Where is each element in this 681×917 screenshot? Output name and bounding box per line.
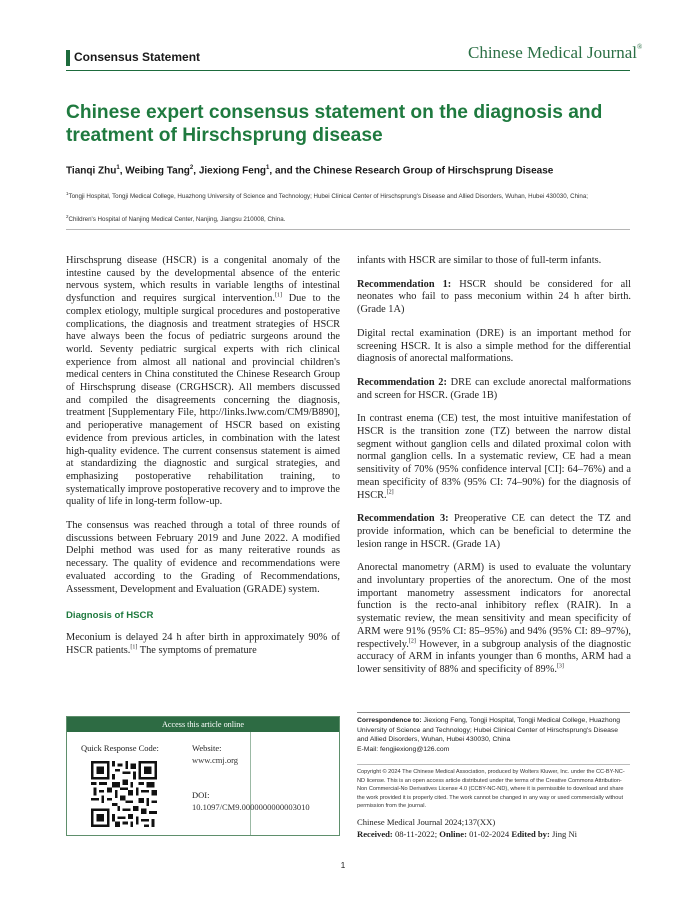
affiliation-sup: 1	[66, 191, 69, 196]
text: Hirschsprung disease (HSCR) is a congenital anomaly of the intestine caused by the developmental absence of the enteric nervous system, which results in variable lengths of intestinal dysfunction and requires surgical intervention.	[66, 255, 340, 305]
correspondence-label: Correspondence to:	[357, 717, 422, 724]
left-column	[66, 255, 340, 657]
journal-brand	[468, 43, 643, 63]
website-label: Website:	[192, 743, 222, 753]
correspondence	[357, 716, 630, 754]
affiliation-rule	[66, 229, 630, 230]
section-heading: Diagnosis of HSCR	[66, 610, 154, 622]
brand-mark: ®	[637, 43, 643, 51]
text: Anorectal manometry (ARM) is used to evaluate the voluntary and involuntary properties of the anorectum. One of the most important manometry assessment indicators for anorectal function is the recto-anal inhibitory reflex (RAIR). In a systematic review, the mean sensitivity and mean specificity of ARM were 91% (95% CI: 85–95%) and 94% (95% CI: 89–97%), respectively.	[357, 562, 631, 650]
text: The symptoms of premature	[137, 644, 257, 656]
author-affil-sup: 1	[116, 165, 120, 171]
recommendation-1	[357, 279, 631, 317]
author-affil-sup: 1	[266, 165, 270, 171]
citation: [3]	[556, 663, 564, 670]
qr-label: Quick Response Code:	[81, 743, 159, 753]
access-article-box	[66, 716, 340, 836]
text: Due to the complex etiology, multiple surgical procedures and postoperative complications, the diagnosis and treatment strategies of HSCR have always been the focus of pediatric surgeons around the world. Seventy pediatric surgical experts with rich clinical experience from almost all national and provincial children's medical centers in China constituted the Chinese Research Group of Hirschsprung disease (CRGHSCR). All members discussed and compiled the disagreements concerning the diagnosis, treatment [Supplementary File, http://links.lww.com/CM9/B890], and perioperative management of HSCR based on existing evidence from previous articles, in combination with the latest high-quality evidence. The current consensus statement is aimed at standardizing the diagnostic and surgical strategies, and emphasizing postoperative rehabilitation training, to systematically improve postoperative recovery and to improve the quality of life in long-term follow-up.	[66, 293, 340, 508]
section-label: Consensus Statement	[74, 50, 201, 64]
author: Tianqi Zhu	[66, 165, 117, 177]
copyright-notice: Copyright © 2024 The Chinese Medical Association, produced by Wolters Kluwer, Inc. under the CC-BY-NC-ND license. This is an open access article distributed under the terms of the Creative Commons Attribution-Non Commercial-No Derivatives License 4.0 (CCBY-NC-ND), where it is permissible to download and share the work provided it is properly cited. The work cannot be changed in any way or used commercially without permission from the journal.	[357, 769, 625, 809]
continued-paragraph: infants with HSCR are similar to those of full-term infants.	[357, 255, 602, 266]
qr-code-icon[interactable]	[91, 761, 157, 827]
text: However, in a subgroup analysis of the diagnostic accuracy of ARM in infants younger than 6 months, ARM had a lower sensitivity of 88% and specificity of 89%.	[357, 638, 631, 675]
text: Preoperative CE can detect the TZ and provide information, which can be beneficial to determine the lesion range in HSCR. (Grade 1A)	[357, 513, 631, 550]
ce-paragraph	[357, 413, 631, 502]
journal-citation: Chinese Medical Journal 2024;137(XX)	[357, 817, 496, 827]
section-marker-bar	[66, 50, 70, 66]
diagnosis-paragraph	[66, 632, 340, 657]
citation: [1]	[275, 292, 282, 299]
website-link[interactable]: www.cmj.org	[192, 755, 239, 765]
access-box-divider	[250, 732, 251, 835]
arm-paragraph	[357, 562, 631, 676]
recommendation-2	[357, 377, 631, 402]
intro-paragraph	[66, 255, 340, 509]
recommendation-label: Recommendation 2:	[357, 376, 447, 388]
footer-rule	[357, 712, 630, 713]
dre-paragraph: Digital rectal examination (DRE) is an important method for screening HSCR. It is also a simple method for the differential diagnosis of anorectal malformations.	[357, 327, 631, 365]
text: In contrast enema (CE) test, the most intuitive manifestation of HSCR is the transition zone (TZ) between the narrow distal segment without ganglion cells and dilated proximal colon with normal ganglion cells. In a systematic review, CE had a mean sensitivity of 70% (95% confidence interval [CI]: 64–76%) and a mean specificity of 83% (95% CI: 74–90%) for the diagnosis of HSCR.	[357, 413, 631, 501]
text: HSCR should be considered for all neonates who fail to pass meconium within 24 h after birth. (Grade 1A)	[357, 278, 631, 316]
article-dates	[357, 829, 577, 839]
page-number: 1	[340, 860, 346, 870]
correspondence-text: Jiexiong Feng, Tongji Hospital, Tongji Medical College, Huazhong University of Science and Technology; Hubei Clinical Center of Hirschsprung's Disease and Allied Disorders, Wuhan, Hubei 430030, China	[357, 717, 621, 744]
journal-brand-text: Chinese Medical Journal	[468, 43, 638, 62]
author-affil-sup: 2	[189, 165, 194, 171]
methods-paragraph: The consensus was reached through a total of three rounds of discussions between February 2019 and June 2022. A modified Delphi method was used for as many reiterative rounds as necessary. The quality of evidence and recommendations were evaluated according to the Grading of Recommendations, Assessment, Development and Evaluation (GRADE) system.	[66, 520, 340, 595]
doi-label: DOI:	[192, 790, 210, 800]
online-label: Online:	[439, 829, 467, 839]
affiliation-1	[66, 189, 636, 202]
author: Weibing Tang	[125, 165, 190, 177]
received-date: 08-11-2022;	[392, 829, 440, 839]
edited-label: Edited by:	[511, 829, 550, 839]
affiliation-sup: 2	[66, 214, 69, 219]
author-list: Tianqi Zhu$^1$, Weibing Tang$^2$, Jiexiong Feng$^1$, and the Chinese Research Group of Hirschsprung Disease	[66, 165, 554, 177]
affiliation-2	[66, 212, 636, 225]
author: Jiexiong Feng	[198, 165, 267, 177]
correspondence-email[interactable]: E-Mail: fengjiexiong@126.com	[357, 745, 450, 753]
header-rule	[66, 70, 630, 71]
recommendation-3	[357, 513, 631, 551]
text: DRE can exclude anorectal malformations and screen for HSCR. (Grade 1B)	[357, 376, 631, 401]
recommendation-label: Recommendation 1:	[357, 278, 452, 290]
editor-name: Jing Ni	[549, 829, 578, 839]
online-date: 01-02-2024	[466, 829, 512, 839]
doi-link[interactable]: 10.1097/CM9.0000000000003010	[192, 802, 310, 812]
affiliation-text: Children's Hospital of Nanjing Medical Center, Nanjing, Jiangsu 210008, China.	[68, 216, 286, 224]
citation: [1]	[130, 644, 138, 651]
article-title: Chinese expert consensus statement on the diagnosis and treatment of Hirschsprung disease	[66, 102, 603, 146]
copyright-rule	[357, 764, 630, 765]
research-group: and the Chinese Research Group of Hirschsprung Disease	[274, 165, 554, 177]
received-label: Received:	[357, 829, 393, 839]
recommendation-label: Recommendation 3:	[357, 513, 449, 525]
access-box-heading: Access this article online	[67, 717, 339, 732]
citation: [2]	[386, 489, 394, 496]
citation: [2]	[408, 638, 416, 645]
text: Meconium is delayed 24 h after birth in approximately 90% of HSCR patients.	[66, 631, 340, 656]
affiliation-text: Tongji Hospital, Tongji Medical College, Huazhong University of Science and Technology; Hubei Clinical Center of Hirschsprung's Disease and Allied Disorders, Wuhan, Hubei 430030, China;	[68, 193, 589, 201]
right-column	[357, 255, 631, 677]
